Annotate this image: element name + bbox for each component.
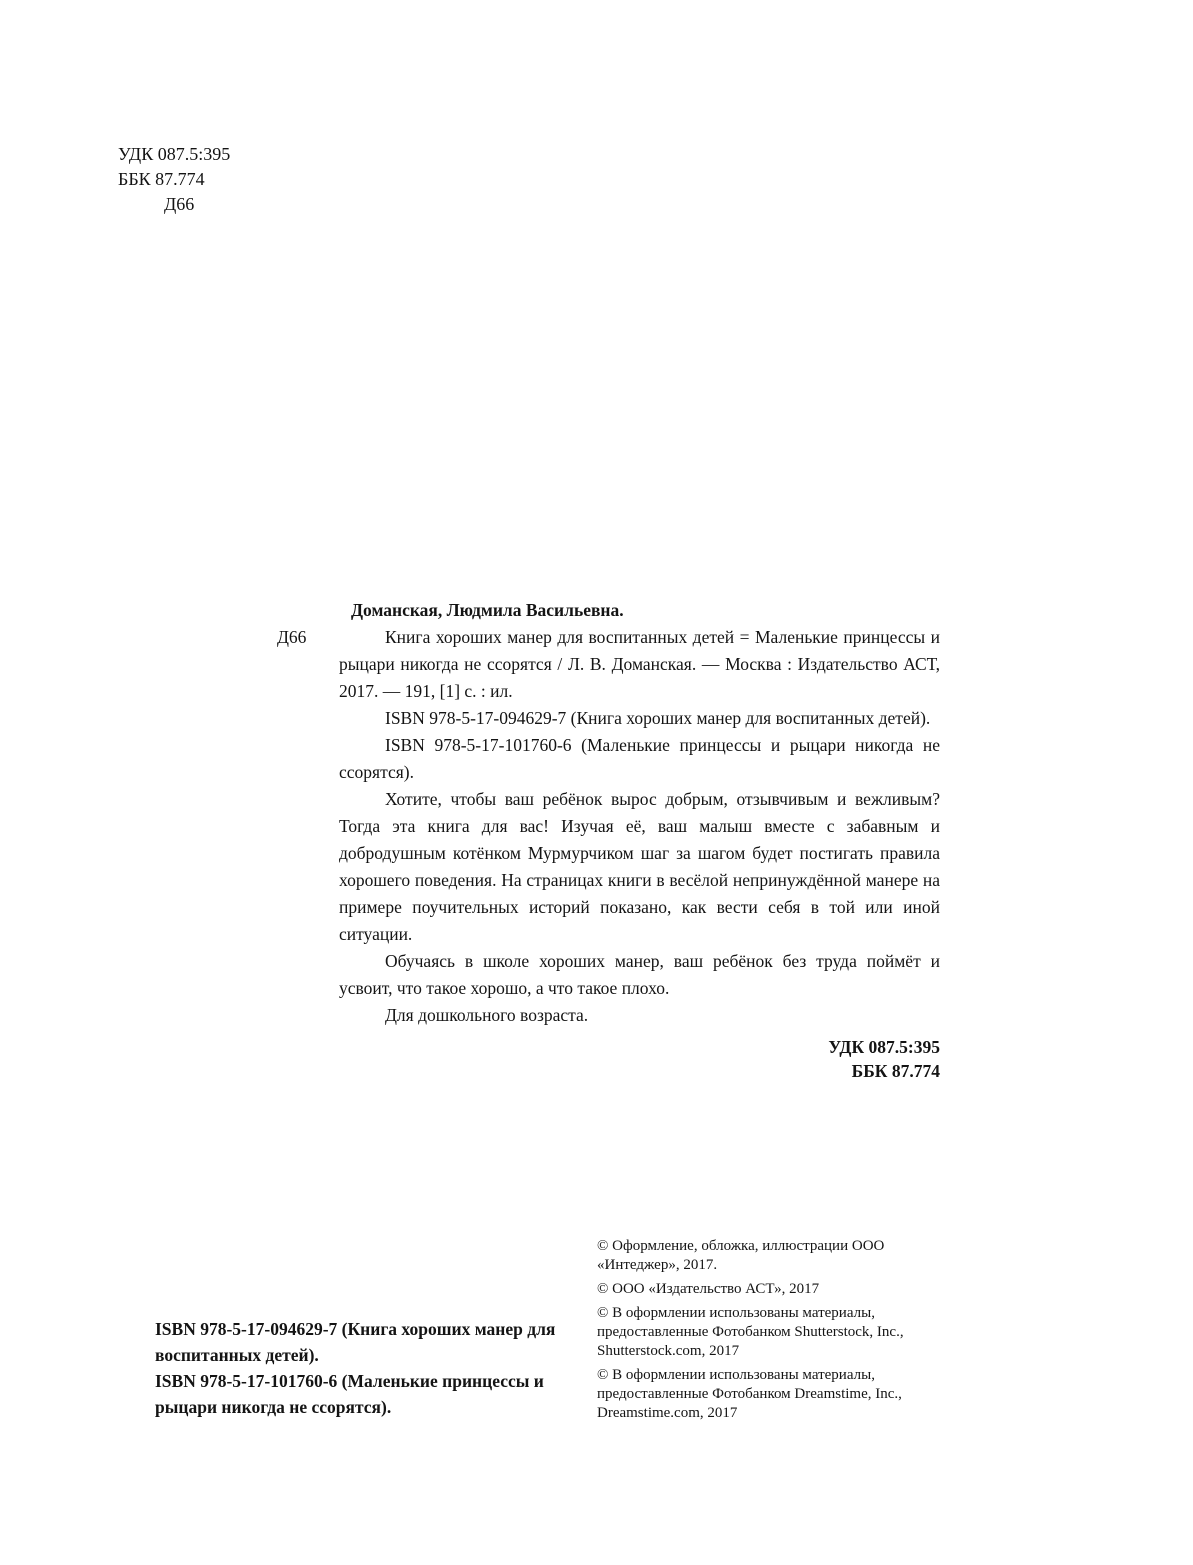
audience-note: Для дошкольного возраста.: [385, 1005, 589, 1025]
copyright-line-design: © Оформление, обложка, иллюстрации ООО «Интеджер», 2017.: [597, 1238, 885, 1273]
annotation-paragraph-1: Хотите, чтобы ваш ребёнок вырос добрым, отзывчивым и вежливым? Тогда эта книга для вас! Изучая её, ваш малыш вместе с забавным и добродушным котёнком Мурмурчиком шаг за шагом будет постигать правила хорошего поведения. На страницах книги в весёлой непринуждённой манере на примере поучительных историй показано, как вести себя в той или иной ситуации.: [339, 789, 940, 944]
margin-author-sign-code: Д66: [277, 627, 307, 647]
udk-number-right: УДК 087.5:395: [828, 1037, 940, 1057]
bbk-number-right: ББК 87.774: [851, 1061, 940, 1081]
cataloguing-codes-right: [339, 1035, 940, 1083]
isbn-line-1: ISBN 978-5-17-094629-7 (Книга хороших манер для воспитанных детей).: [385, 708, 931, 728]
footer-isbn-2: ISBN 978-5-17-101760-6 (Маленькие принцессы и рыцари никогда не ссорятся).: [155, 1371, 544, 1417]
bibliographic-description: Книга хороших манер для воспитанных детей = Маленькие принцессы и рыцари никогда не ссорятся / Л. В. Доманская. — Москва : Издательство АСТ, 2017. — 191, [1] с. : ил.: [339, 627, 940, 701]
copyright-line-shutterstock: © В оформлении использованы материалы, предоставленные Фотобанком Shutterstock, Inc., Shutterstock.com, 2017: [597, 1305, 904, 1359]
annotation-paragraph-2: Обучаясь в школе хороших манер, ваш ребёнок без труда поймёт и усвоит, что такое хорошо, а что такое плохо.: [339, 951, 940, 998]
footer-isbn-1: ISBN 978-5-17-094629-7 (Книга хороших манер для воспитанных детей).: [155, 1319, 556, 1365]
isbn-line-2: ISBN 978-5-17-101760-6 (Маленькие принцессы и рыцари никогда не ссорятся).: [339, 735, 940, 782]
copyright-line-dreamstime: © В оформлении использованы материалы, предоставленные Фотобанком Dreamstime, Inc., Dreamstime.com, 2017: [597, 1367, 902, 1421]
bbk-number: ББК 87.774: [118, 169, 205, 189]
udk-number: УДК 087.5:395: [118, 144, 231, 164]
footer-isbn-block: [155, 1316, 583, 1420]
author-sign-code: Д66: [164, 194, 195, 214]
cataloguing-codes-block: [118, 142, 230, 217]
catalog-entry-block: [339, 597, 940, 1083]
copyright-column: [597, 1237, 965, 1428]
author-heading: Доманская, Людмила Васильевна.: [351, 600, 624, 620]
copyright-line-publisher: © ООО «Издательство АСТ», 2017: [597, 1281, 820, 1297]
